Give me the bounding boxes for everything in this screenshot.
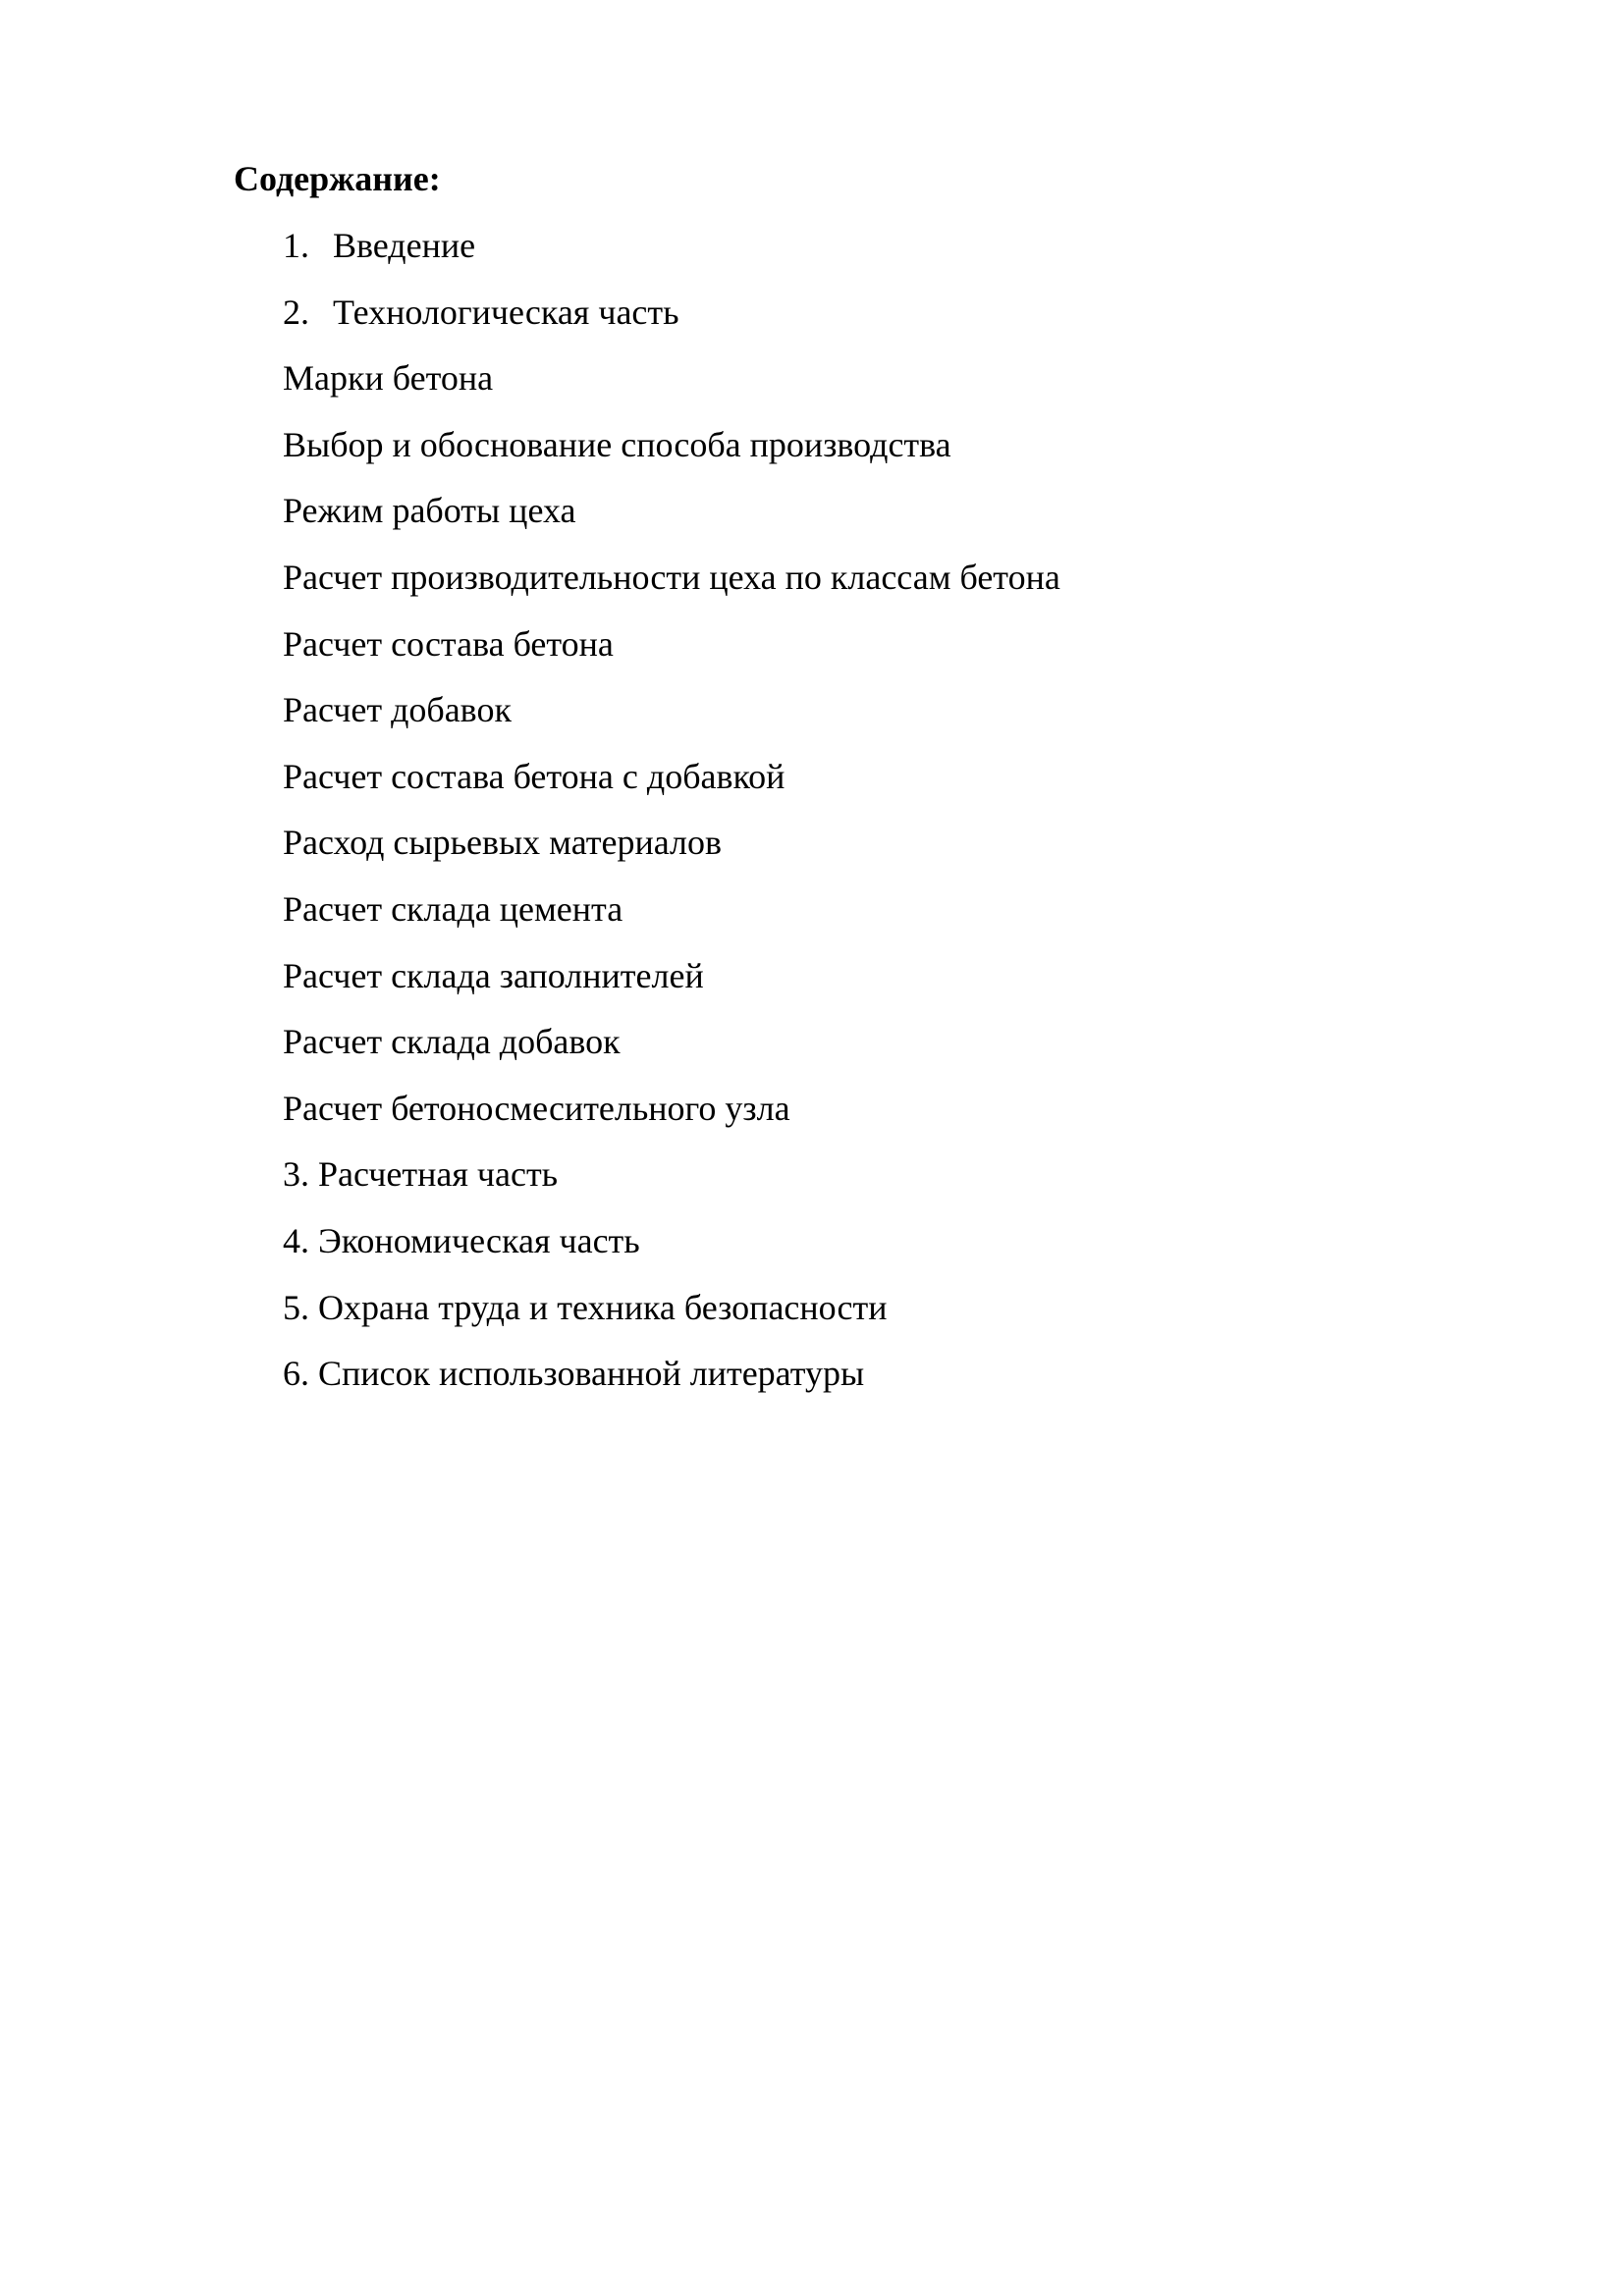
toc-item-workshop-mode <box>283 481 1060 548</box>
toc-item-text: Расчет состава бетона с добавкой <box>283 756 785 796</box>
toc-item-labor-safety <box>283 1278 1060 1345</box>
toc-list <box>283 216 1060 1411</box>
toc-item-text: Расчет производительности цеха по классам бетона <box>283 557 1060 597</box>
toc-item-text: Расчетная часть <box>318 1154 559 1195</box>
toc-item-text: Режим работы цеха <box>283 491 576 531</box>
toc-title: Содержание: <box>234 159 441 198</box>
toc-item-production-method <box>283 415 1060 482</box>
toc-item-text: Расчет склада цемента <box>283 888 623 929</box>
toc-item-number: 3. <box>283 1154 309 1195</box>
toc-item-cement-warehouse <box>283 880 1060 946</box>
toc-item-workshop-productivity <box>283 548 1060 614</box>
toc-item-number: 6. <box>283 1354 309 1394</box>
toc-item-number: 1. <box>283 226 309 265</box>
toc-item-text: Расчет добавок <box>283 690 512 730</box>
toc-item-text: Расчет склада добавок <box>283 1022 621 1062</box>
toc-item-economic-part <box>283 1211 1060 1278</box>
toc-item-calculation-part <box>283 1145 1060 1211</box>
toc-item-number: 4. <box>283 1220 309 1260</box>
toc-item-text: Расчет бетоносмесительного узла <box>283 1088 790 1128</box>
toc-item-aggregate-warehouse <box>283 946 1060 1013</box>
toc-item-introduction <box>283 216 1060 283</box>
toc-item-concrete-composition <box>283 614 1060 681</box>
toc-item-text: Расчет состава бетона <box>283 623 614 664</box>
toc-item-technological-part <box>283 283 1060 349</box>
toc-item-number: 5. <box>283 1287 309 1327</box>
toc-item-composition-with-additive <box>283 747 1060 814</box>
toc-item-references <box>283 1344 1060 1411</box>
toc-item-additives-calculation <box>283 680 1060 747</box>
toc-item-concrete-grades <box>283 348 1060 415</box>
toc-item-text: Расчет склада заполнителей <box>283 955 704 995</box>
toc-item-mixing-plant <box>283 1079 1060 1146</box>
toc-item-text: Технологическая часть <box>333 292 679 332</box>
toc-item-number: 2. <box>283 292 309 332</box>
toc-item-text: Расход сырьевых материалов <box>283 823 722 863</box>
toc-item-text: Выбор и обоснование способа производства <box>283 424 951 464</box>
toc-item-text: Марки бетона <box>283 358 494 399</box>
toc-item-text: Введение <box>333 226 476 265</box>
toc-item-text: Охрана труда и техника безопасности <box>318 1287 888 1327</box>
toc-item-text: Экономическая часть <box>318 1220 640 1260</box>
toc-item-raw-materials <box>283 813 1060 880</box>
toc-item-additives-warehouse <box>283 1012 1060 1079</box>
toc-item-text: Список использованной литературы <box>318 1354 865 1394</box>
